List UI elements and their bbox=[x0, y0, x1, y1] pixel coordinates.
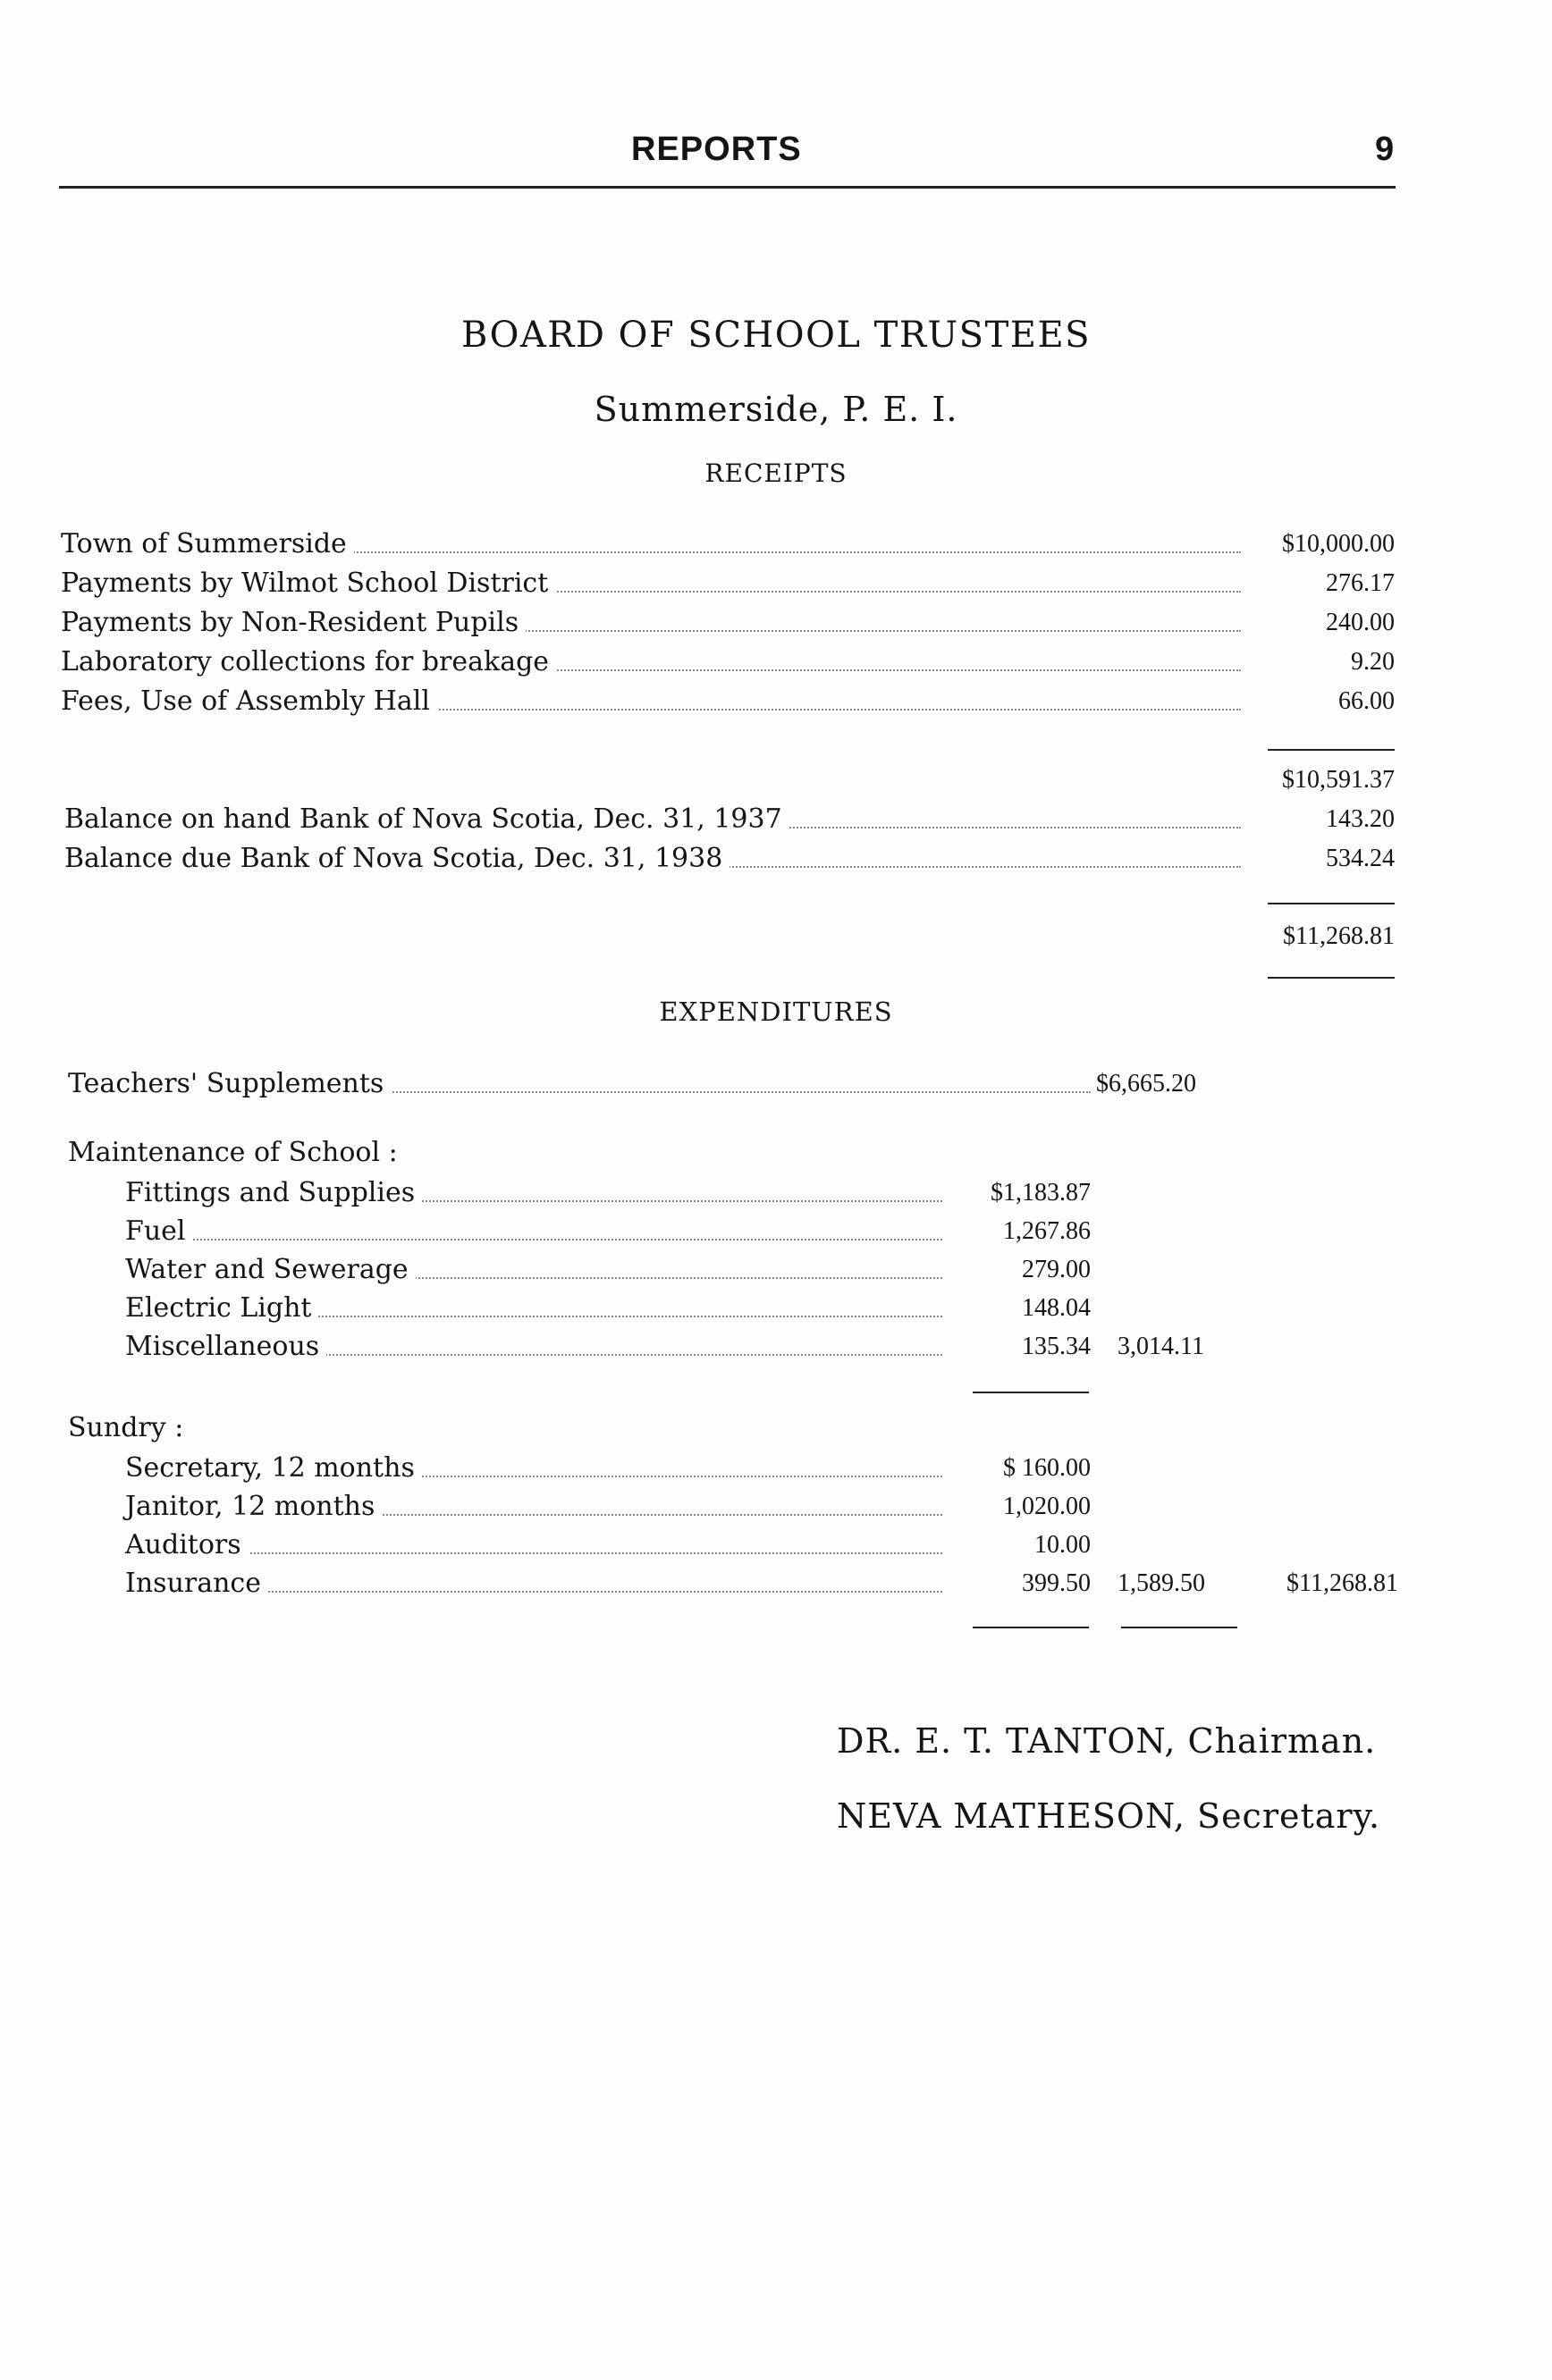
maintenance-row bbox=[125, 1214, 942, 1249]
secretary-signature: NEVA MATHESON, Secretary. bbox=[837, 1796, 1381, 1836]
balance-label: Balance on hand Bank of Nova Scotia, Dec. 31, 1937 bbox=[64, 802, 789, 837]
sundry-row bbox=[125, 1527, 942, 1563]
receipt-label: Laboratory collections for breakage bbox=[61, 644, 556, 680]
receipt-amount: 240.00 bbox=[1326, 609, 1395, 636]
teachers-row bbox=[68, 1066, 1091, 1102]
teachers-amount: $6,665.20 bbox=[1096, 1070, 1196, 1097]
sundry-heading: Sundry : bbox=[68, 1412, 184, 1443]
sundry-row bbox=[125, 1489, 942, 1525]
sundry-amount: $ 160.00 bbox=[1003, 1454, 1091, 1482]
receipt-label: Town of Summerside bbox=[61, 526, 354, 562]
receipt-amount: 66.00 bbox=[1338, 687, 1395, 715]
sundry-total: 1,589.50 bbox=[1118, 1569, 1205, 1597]
maintenance-heading: Maintenance of School : bbox=[68, 1137, 398, 1168]
teachers-label: Teachers' Supplements bbox=[68, 1066, 391, 1102]
maintenance-label: Fittings and Supplies bbox=[125, 1175, 422, 1211]
maintenance-label: Miscellaneous bbox=[125, 1329, 326, 1365]
maintenance-amount: 148.04 bbox=[1022, 1294, 1091, 1322]
balance-label: Balance due Bank of Nova Scotia, Dec. 31, 1938 bbox=[64, 841, 730, 877]
sundry-row bbox=[125, 1451, 942, 1486]
chairman-signature: DR. E. T. TANTON, Chairman. bbox=[837, 1721, 1377, 1761]
maintenance-rule bbox=[973, 1392, 1089, 1393]
receipt-label: Payments by Non-Resident Pupils bbox=[61, 605, 526, 641]
maintenance-amount: 135.34 bbox=[1022, 1333, 1091, 1360]
maintenance-row bbox=[125, 1329, 942, 1365]
page-number: 9 bbox=[1375, 130, 1395, 168]
sundry-amount: 1,020.00 bbox=[1003, 1493, 1091, 1520]
receipts-subtotal: $10,591.37 bbox=[1282, 766, 1395, 794]
sundry-label: Secretary, 12 months bbox=[125, 1451, 422, 1486]
balance-amount: 534.24 bbox=[1326, 845, 1395, 872]
sundry-rule bbox=[973, 1627, 1089, 1628]
receipt-row bbox=[61, 526, 1241, 562]
balance-row bbox=[64, 841, 1241, 877]
receipt-label: Fees, Use of Assembly Hall bbox=[61, 684, 437, 719]
receipt-row bbox=[61, 684, 1241, 719]
receipts-heading: RECEIPTS bbox=[704, 458, 848, 488]
maintenance-label: Electric Light bbox=[125, 1291, 318, 1326]
balance-row bbox=[64, 802, 1241, 837]
maintenance-amount: $1,183.87 bbox=[991, 1179, 1091, 1207]
maintenance-amount: 279.00 bbox=[1022, 1256, 1091, 1283]
receipts-total: $11,268.81 bbox=[1283, 922, 1395, 950]
receipt-row bbox=[61, 644, 1241, 680]
subtotal-rule bbox=[1268, 749, 1395, 751]
maintenance-label: Fuel bbox=[125, 1214, 193, 1249]
leader-dots bbox=[125, 1214, 942, 1240]
maintenance-total: 3,014.11 bbox=[1118, 1333, 1204, 1360]
total-rule bbox=[1268, 903, 1395, 904]
running-header bbox=[0, 130, 1552, 175]
maintenance-row bbox=[125, 1291, 942, 1326]
sundry-row bbox=[125, 1566, 942, 1602]
running-title: REPORTS bbox=[631, 130, 802, 168]
header-rule bbox=[59, 186, 1396, 189]
receipt-amount: 276.17 bbox=[1326, 569, 1395, 597]
sundry-label: Janitor, 12 months bbox=[125, 1489, 382, 1525]
total-underline bbox=[1268, 977, 1395, 979]
maintenance-row bbox=[125, 1175, 942, 1211]
receipt-amount: $10,000.00 bbox=[1282, 530, 1395, 558]
maintenance-label: Water and Sewerage bbox=[125, 1252, 416, 1288]
receipt-amount: 9.20 bbox=[1351, 648, 1395, 676]
sundry-label: Auditors bbox=[125, 1527, 249, 1563]
maintenance-row bbox=[125, 1252, 942, 1288]
sundry-amount: 399.50 bbox=[1022, 1569, 1091, 1597]
maintenance-amount: 1,267.86 bbox=[1003, 1217, 1091, 1245]
receipt-row bbox=[61, 605, 1241, 641]
sundry-label: Insurance bbox=[125, 1566, 268, 1602]
page-title: BOARD OF SCHOOL TRUSTEES bbox=[460, 315, 1092, 356]
expenditures-grand-total: $11,268.81 bbox=[1286, 1569, 1398, 1597]
expenditures-heading: EXPENDITURES bbox=[659, 997, 893, 1027]
receipt-row bbox=[61, 566, 1241, 601]
page-subtitle: Summerside, P. E. I. bbox=[594, 390, 958, 429]
subtotal-column-rule bbox=[1121, 1627, 1237, 1628]
sundry-amount: 10.00 bbox=[1034, 1531, 1091, 1559]
balance-amount: 143.20 bbox=[1326, 805, 1395, 833]
receipt-label: Payments by Wilmot School District bbox=[61, 566, 555, 601]
